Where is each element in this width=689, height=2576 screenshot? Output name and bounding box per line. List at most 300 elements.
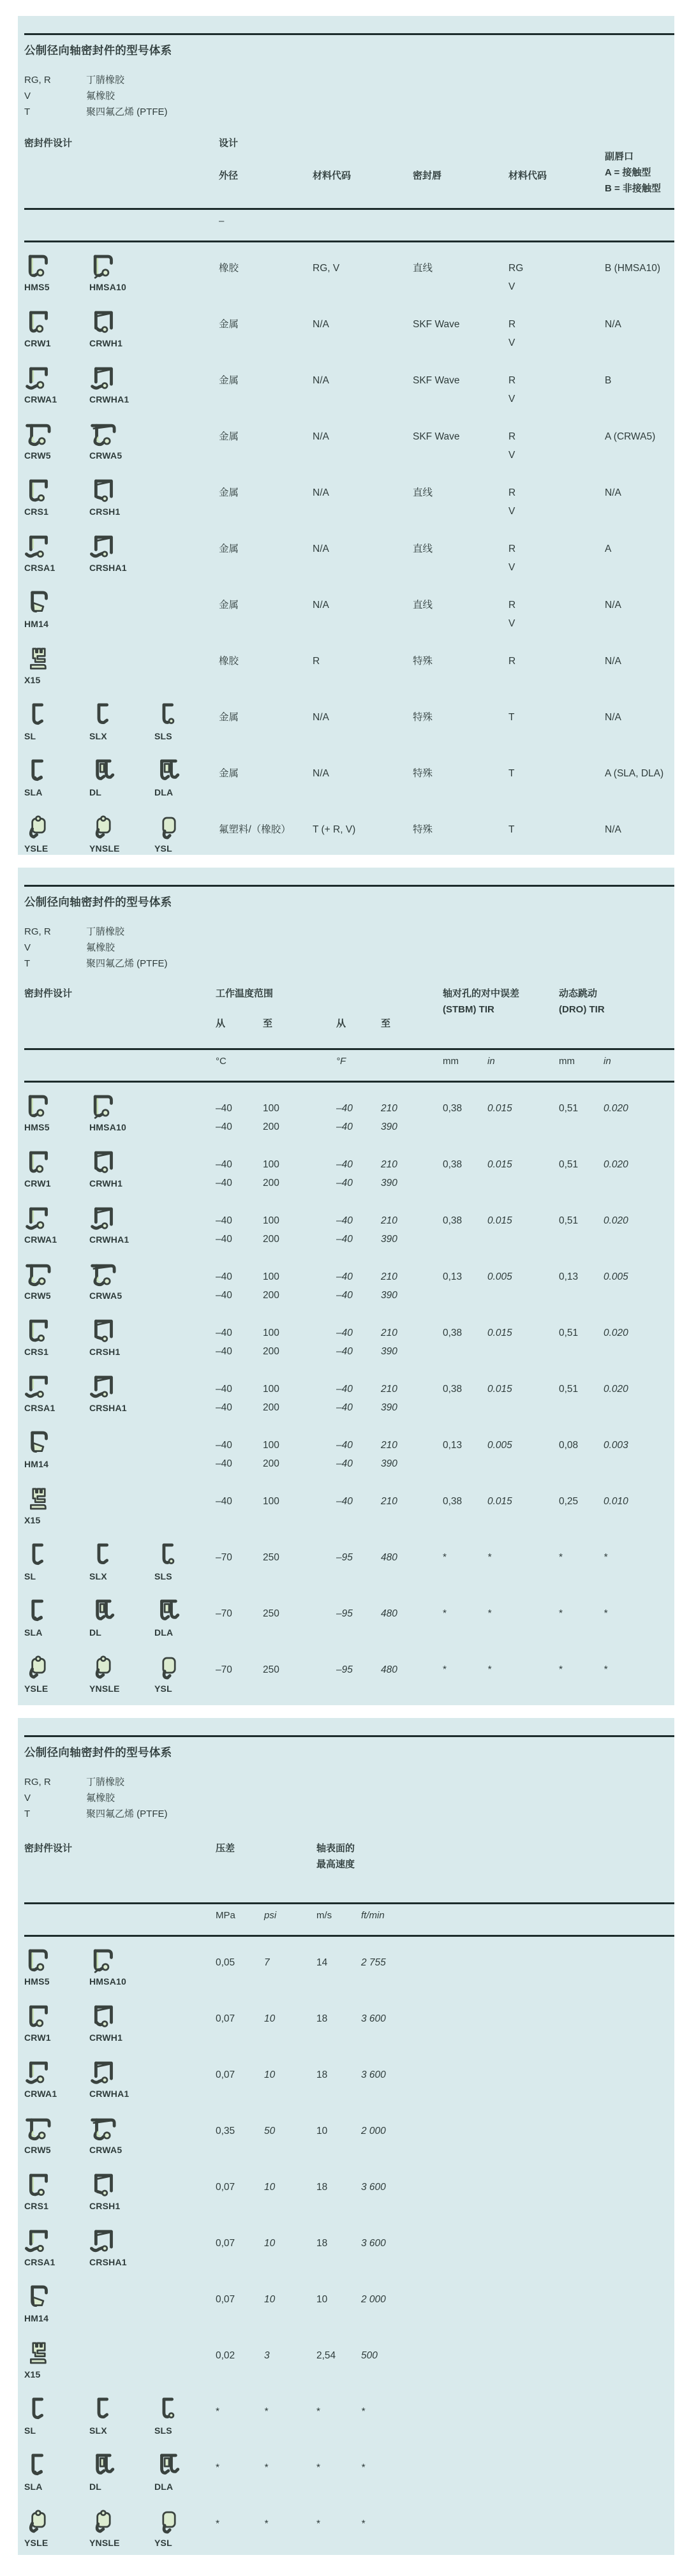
seal-designation-label: CRWA5: [89, 2145, 122, 2155]
seal-icon-stack: [154, 2395, 219, 2436]
cell-code1: [313, 471, 413, 502]
seal-design-cell: [24, 471, 219, 517]
seal-designation-label: CRWA5: [89, 1291, 122, 1301]
unit-mpa: MPa: [216, 1910, 235, 1921]
cell-ff: [336, 1536, 381, 1567]
cell-value: *: [361, 2406, 366, 2417]
cell-ft: [381, 1311, 443, 1361]
legend-row: [24, 1790, 674, 1806]
cell-value: SKF Wave: [413, 319, 460, 330]
cell-value: 0.010: [604, 1496, 628, 1507]
seal-design-cell: [24, 415, 219, 461]
cell-cf: [216, 1536, 263, 1567]
cell-dro_mm: [559, 1367, 604, 1398]
seal-design-cell: [24, 2390, 216, 2436]
seal-icon-stack: [154, 2507, 219, 2548]
cell-value: 210: [381, 1384, 397, 1395]
cell-ff: [336, 1311, 381, 1361]
cell-aux: [605, 302, 674, 334]
cell-stbm_in: [487, 1143, 559, 1174]
table-row: [24, 1536, 674, 1592]
cell-ft: [381, 1592, 443, 1623]
cell-value: V: [508, 394, 515, 404]
cell-ms: [316, 2277, 361, 2309]
cell-value: 480: [381, 1664, 397, 1675]
cell-value: T: [508, 768, 515, 779]
page-title: 公制径向轴密封件的型号体系: [24, 1746, 172, 1759]
legend-material-code: RG, R: [24, 1777, 51, 1788]
cell-value: N/A: [605, 656, 621, 667]
header-to-c: 至: [263, 1018, 273, 1029]
cell-value: 10: [316, 2126, 328, 2136]
cell-stbm_mm: [443, 1199, 487, 1230]
cell-value: N/A: [605, 600, 621, 611]
table-header: [24, 1840, 674, 1902]
seal-icon-stack: [24, 1946, 89, 1987]
cell-stbm_mm: [443, 1479, 487, 1511]
seal-designation-label: HMS5: [24, 1122, 50, 1132]
table-row: [24, 2334, 674, 2390]
cell-value: 200: [263, 1346, 279, 1357]
legend-material-desc: 氟橡胶: [86, 942, 115, 953]
cell-value: R: [508, 600, 516, 611]
seal-designation-label: CRW1: [24, 2032, 51, 2043]
cell-code1: [313, 695, 413, 727]
cell-value: 0,38: [443, 1384, 463, 1395]
cell-value: T: [508, 712, 515, 723]
unit-in-dro: in: [604, 1056, 611, 1067]
cell-value: 390: [381, 1290, 397, 1301]
column-header-pressure: 压差: [216, 1843, 235, 1854]
ysl-seal-icon: [154, 2507, 184, 2536]
table-row: [24, 2446, 674, 2502]
cell-stbm_in: [487, 1367, 559, 1398]
cell-value: 3 600: [361, 2182, 386, 2193]
seal-designation-label: SLX: [89, 1571, 107, 1581]
table-row: [24, 1423, 674, 1479]
seal-icon-stack: [24, 1316, 89, 1357]
cell-value: *: [559, 1664, 563, 1675]
cell-value: 210: [381, 1159, 397, 1170]
hmsa10-seal-icon: [89, 1946, 119, 1975]
crwha1-seal-icon: [89, 364, 119, 393]
legend-row: [24, 104, 674, 120]
seal-designation-label: CRWH1: [89, 2032, 123, 2043]
hmsa10-seal-icon: [89, 251, 119, 281]
seal-icon-stack: [24, 1260, 89, 1301]
seal-icon-stack: [24, 2058, 89, 2099]
cell-dro_in: [604, 1479, 674, 1511]
material-legend: [24, 1774, 674, 1822]
legend-material-code: T: [24, 1809, 31, 1819]
cell-value: *: [216, 2519, 220, 2529]
cell-value: 14: [316, 1957, 328, 1968]
units-row: [24, 1048, 674, 1083]
cell-code2: [508, 246, 605, 296]
cell-value: N/A: [313, 712, 329, 723]
crw5-seal-icon: [24, 420, 54, 449]
cell-value: 2 000: [361, 2126, 386, 2136]
cell-value: –40: [336, 1271, 353, 1282]
cell-value: 10: [264, 2069, 276, 2080]
cell-value: 3 600: [361, 2238, 386, 2249]
page-title: 公制径向轴密封件的型号体系: [24, 896, 172, 908]
cell-value: 200: [263, 1290, 279, 1301]
cell-ms: [316, 2165, 361, 2196]
cell-value: B (HMSA10): [605, 263, 660, 274]
slx-seal-icon: [89, 1541, 119, 1570]
cell-ff: [336, 1479, 381, 1511]
seal-designation-label: YNSLE: [89, 2538, 120, 2548]
cell-lip: [413, 302, 508, 334]
cell-value: *: [443, 1664, 447, 1675]
cell-value: –70: [216, 1608, 232, 1619]
table-body: [24, 1086, 674, 1704]
cell-ff: [336, 1367, 381, 1417]
cell-dro_in: [604, 1367, 674, 1398]
cell-value: 0.015: [487, 1103, 512, 1114]
seal-designation-label: YSLE: [24, 1684, 48, 1694]
table-row: [24, 1143, 674, 1199]
seal-icon-stack: [154, 813, 219, 854]
cell-value: –40: [336, 1402, 353, 1413]
cell-code2: [508, 527, 605, 577]
cell-value: T: [508, 824, 515, 835]
seal-designation-label: SL: [24, 2425, 36, 2436]
cell-value: 10: [264, 2238, 276, 2249]
legend-material-code: T: [24, 107, 31, 117]
cell-ms: [316, 2446, 361, 2477]
legend-material-desc: 丁腈橡胶: [86, 1777, 125, 1788]
seal-icon-stack: [24, 2002, 89, 2043]
seal-designation-label: CRWHA1: [89, 394, 130, 404]
seal-icon-stack: [89, 757, 154, 797]
dl-seal-icon: [89, 1597, 119, 1626]
table-row: [24, 2165, 674, 2221]
cell-value: 0,35: [216, 2126, 235, 2136]
units-row: [24, 1902, 674, 1937]
cell-dro_in: [604, 1086, 674, 1118]
cell-value: 0.003: [604, 1440, 628, 1451]
cell-value: *: [264, 2462, 269, 2473]
seal-icon-stack: [24, 1541, 89, 1581]
seal-icon-stack: [89, 476, 154, 517]
cell-value: *: [361, 2519, 366, 2529]
seal-icon-stack: [24, 1092, 89, 1132]
hm14-seal-icon: [24, 1428, 54, 1458]
cell-value: *: [216, 2406, 220, 2417]
seal-icon-stack: [24, 364, 89, 404]
legend-material-desc: 氟橡胶: [86, 91, 115, 101]
material-legend: [24, 72, 674, 120]
crwh1-seal-icon: [89, 2002, 119, 2031]
cell-value: 210: [381, 1440, 397, 1451]
cell-stbm_in: [487, 1648, 559, 1679]
cell-value: V: [508, 562, 515, 573]
cell-lip: [413, 695, 508, 727]
seal-designation-label: DL: [89, 787, 102, 797]
seal-icon-stack: [89, 2002, 154, 2043]
cell-dro_mm: [559, 1086, 604, 1118]
cell-value: 100: [263, 1440, 279, 1451]
seal-icon-stack: [154, 1653, 219, 1694]
unit-mm-stbm: mm: [443, 1056, 459, 1067]
sls-seal-icon: [154, 700, 184, 730]
seal-design-cell: [24, 302, 219, 348]
cell-value: 0.020: [604, 1159, 628, 1170]
cell-value: A: [605, 544, 612, 554]
seal-icon-stack: [89, 1541, 154, 1581]
seal-icon-stack: [89, 1148, 154, 1188]
seal-designation-label: SLS: [154, 2425, 172, 2436]
cell-ff: [336, 1423, 381, 1473]
cell-ct: [263, 1199, 336, 1248]
crs1-seal-icon: [24, 2170, 54, 2200]
seal-icon-stack: [154, 700, 219, 741]
crwa1-seal-icon: [24, 2058, 54, 2087]
cell-value: *: [487, 1664, 492, 1675]
seal-icon-stack: [89, 1316, 154, 1357]
cell-lip: [413, 751, 508, 783]
cell-value: 金属: [219, 431, 239, 442]
cell-value: 2 755: [361, 1957, 386, 1968]
cell-ms: [316, 2502, 361, 2533]
cell-aux: [605, 246, 674, 278]
ysle-seal-icon: [24, 2507, 54, 2536]
ynsle-seal-icon: [89, 813, 119, 842]
crs1-seal-icon: [24, 1316, 54, 1345]
hmsa10-seal-icon: [89, 1092, 119, 1121]
crsa1-seal-icon: [24, 532, 54, 561]
seal-designation-label: CRSH1: [89, 2201, 121, 2211]
cell-od: [219, 471, 313, 502]
cell-stbm_mm: [443, 1592, 487, 1623]
seal-designation-label: YSL: [154, 843, 172, 854]
cell-value: 金属: [219, 712, 239, 723]
ysle-seal-icon: [24, 813, 54, 842]
cell-value: 390: [381, 1346, 397, 1357]
cell-od: [219, 639, 313, 670]
table-row: [24, 2502, 674, 2555]
table-row: [24, 1648, 674, 1704]
unit-ms: m/s: [316, 1910, 332, 1921]
seal-design-cell: [24, 1199, 216, 1245]
designation-table-2: [18, 868, 674, 1705]
aux-lip-type-a: A = 接触型: [605, 167, 651, 178]
cell-value: RG: [508, 263, 524, 274]
seal-design-cell: [24, 246, 219, 292]
cell-od: [219, 415, 313, 446]
cell-cf: [216, 1367, 263, 1417]
cell-ff: [336, 1255, 381, 1305]
cell-value: 210: [381, 1496, 397, 1507]
seal-icon-stack: [89, 307, 154, 348]
cell-aux: [605, 808, 674, 839]
cell-cf: [216, 1199, 263, 1248]
cell-value: 0,51: [559, 1328, 579, 1338]
cell-value: 金属: [219, 487, 239, 498]
cell-ff: [336, 1592, 381, 1623]
cell-ft: [381, 1479, 443, 1511]
cell-psi: [264, 2277, 316, 2309]
cell-code1: [313, 359, 413, 390]
seal-icon-stack: [24, 813, 89, 854]
cell-value: 18: [316, 2182, 328, 2193]
cell-code1: [313, 302, 413, 334]
cell-value: –40: [336, 1346, 353, 1357]
cell-value: N/A: [313, 431, 329, 442]
cell-stbm_mm: [443, 1255, 487, 1286]
crwa1-seal-icon: [24, 1204, 54, 1233]
cell-value: N/A: [313, 319, 329, 330]
seal-icon-stack: [89, 420, 154, 461]
seal-icon-stack: [89, 1946, 154, 1987]
seal-designation-label: DLA: [154, 2482, 174, 2492]
cell-stbm_mm: [443, 1367, 487, 1398]
legend-row: [24, 88, 674, 104]
cell-value: 200: [263, 1178, 279, 1188]
sls-seal-icon: [154, 1541, 184, 1570]
table-row: [24, 639, 674, 695]
cell-value: 18: [316, 2238, 328, 2249]
seal-designation-label: CRWHA1: [89, 2089, 130, 2099]
seal-icon-stack: [24, 1204, 89, 1245]
seal-icon-stack: [89, 2058, 154, 2099]
column-header-design: 密封件设计: [24, 1843, 73, 1854]
dla-seal-icon: [154, 1597, 184, 1626]
ysl-seal-icon: [154, 813, 184, 842]
cell-mpa: [216, 2277, 264, 2309]
cell-dro_mm: [559, 1479, 604, 1511]
cell-value: N/A: [605, 712, 621, 723]
cell-cf: [216, 1255, 263, 1305]
seal-design-cell: [24, 359, 219, 404]
seal-designation-label: CRSHA1: [89, 2257, 127, 2267]
column-header-dro-tir: (DRO) TIR: [559, 1004, 605, 1015]
cell-value: 480: [381, 1552, 397, 1563]
seal-design-cell: [24, 2053, 216, 2099]
seal-designation-label: HMS5: [24, 1976, 50, 1987]
legend-material-code: V: [24, 91, 31, 101]
cell-value: 250: [263, 1664, 279, 1675]
cell-cf: [216, 1479, 263, 1511]
cell-value: –40: [216, 1328, 232, 1338]
cell-mpa: [216, 2053, 264, 2084]
seal-design-cell: [24, 1367, 216, 1413]
unit-in-stbm: in: [487, 1056, 495, 1067]
cell-value: V: [508, 506, 515, 517]
cell-value: –40: [216, 1290, 232, 1301]
cell-value: 250: [263, 1552, 279, 1563]
seal-icon-stack: [24, 532, 89, 573]
legend-material-code: RG, R: [24, 75, 51, 85]
cell-value: *: [361, 2462, 366, 2473]
cell-code2: [508, 583, 605, 633]
cell-value: –40: [336, 1440, 353, 1451]
cell-psi: [264, 2221, 316, 2253]
seal-icon-stack: [89, 2395, 154, 2436]
seal-design-cell: [24, 1086, 216, 1132]
cell-value: 50: [264, 2126, 276, 2136]
x15-seal-icon: [24, 2339, 54, 2368]
cell-psi: [264, 1997, 316, 2028]
table-row: [24, 2221, 674, 2277]
legend-row: [24, 940, 674, 956]
hms5-seal-icon: [24, 1946, 54, 1975]
cell-value: –40: [216, 1271, 232, 1282]
column-header-dro: 动态跳动: [559, 988, 598, 999]
cell-dro_in: [604, 1536, 674, 1567]
cell-ct: [263, 1143, 336, 1192]
seal-icon-stack: [24, 1428, 89, 1469]
cell-code2: [508, 415, 605, 464]
crw1-seal-icon: [24, 2002, 54, 2031]
cell-value: R: [508, 487, 516, 498]
cell-ftmin: [361, 2053, 674, 2084]
cell-ftmin: [361, 2277, 674, 2309]
cell-ct: [263, 1311, 336, 1361]
column-header-stbm: 轴对孔的对中误差: [443, 988, 520, 999]
sla-seal-icon: [24, 1597, 54, 1626]
cell-stbm_mm: [443, 1423, 487, 1455]
seal-icon-stack: [24, 307, 89, 348]
slx-seal-icon: [89, 700, 119, 730]
cell-value: –40: [216, 1215, 232, 1226]
seal-designation-label: SLA: [24, 1627, 43, 1638]
cell-lip: [413, 246, 508, 278]
cell-code2: [508, 751, 605, 783]
cell-od: [219, 246, 313, 278]
cell-value: 10: [264, 2294, 276, 2305]
cell-value: 0,38: [443, 1496, 463, 1507]
legend-material-code: V: [24, 1793, 31, 1803]
cell-value: *: [559, 1608, 563, 1619]
seal-design-cell: [24, 1479, 216, 1525]
seal-designation-label: CRS1: [24, 507, 49, 517]
cell-ft: [381, 1143, 443, 1192]
cell-value: N/A: [313, 544, 329, 554]
cell-value: *: [604, 1664, 608, 1675]
cell-dro_in: [604, 1592, 674, 1623]
cell-value: 0.020: [604, 1103, 628, 1114]
cell-value: N/A: [313, 600, 329, 611]
seal-design-cell: [24, 1536, 216, 1581]
seal-designation-label: HM14: [24, 1459, 49, 1469]
cell-value: *: [264, 2519, 269, 2529]
cell-value: –40: [336, 1328, 353, 1338]
cell-code1: [313, 583, 413, 614]
cell-dro_mm: [559, 1648, 604, 1679]
cell-mpa: [216, 1941, 264, 1972]
top-rule: [24, 885, 674, 887]
crwha1-seal-icon: [89, 1204, 119, 1233]
cell-value: 210: [381, 1215, 397, 1226]
cell-od: [219, 695, 313, 727]
seal-icon-stack: [154, 1541, 219, 1581]
crsha1-seal-icon: [89, 532, 119, 561]
seal-designation-label: YNSLE: [89, 843, 120, 854]
cell-value: 10: [264, 2013, 276, 2024]
seal-designation-label: CRWA5: [89, 450, 122, 461]
x15-seal-icon: [24, 644, 54, 674]
cell-value: –40: [336, 1496, 353, 1507]
legend-row: [24, 956, 674, 972]
cell-code2: [508, 808, 605, 839]
seal-designation-label: YNSLE: [89, 1684, 120, 1694]
page-title: 公制径向轴密封件的型号体系: [24, 44, 172, 57]
cell-dro_mm: [559, 1143, 604, 1174]
legend-material-desc: 聚四氟乙烯 (PTFE): [86, 1809, 168, 1819]
